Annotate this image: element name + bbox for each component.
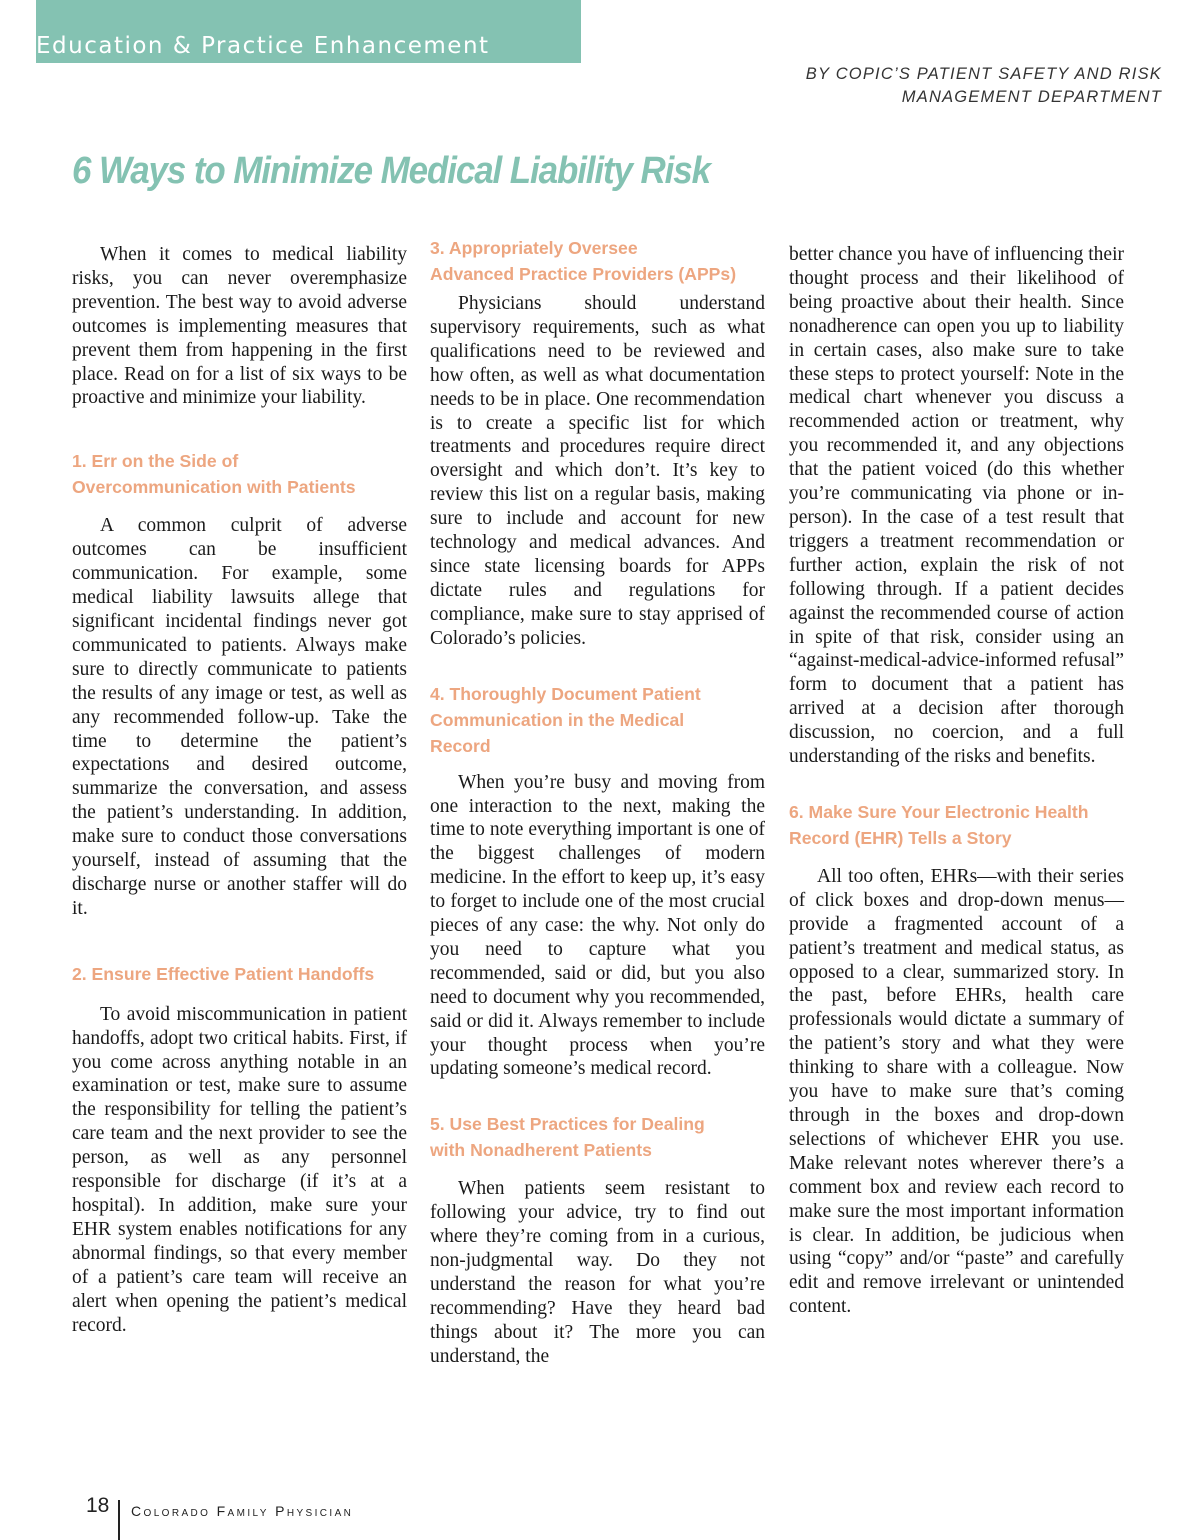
article-title: 6 Ways to Minimize Medical Liability Risk bbox=[72, 150, 710, 192]
section-6-heading bbox=[789, 799, 1124, 851]
byline bbox=[806, 63, 1162, 109]
byline-line-1: BY COPIC’S PATIENT SAFETY AND RISK bbox=[805, 65, 1162, 83]
section-1-paragraph: A common culprit of adverse outcomes can be insufficient communication. For example, some medical liability lawsuits allege that significant incidental findings never got communicated to patients. Always make sure to directly communicate to patients the results of any image or test, as well as any recommended follow-up. Take the time to determine the patient’s expectations and desired outcome, summarize the conversation, and assess the patient’s understanding. In addition, make sure to conduct those conversations yourself, instead of assuming that the discharge nurse or another staffer will do it. bbox=[72, 515, 407, 919]
page-number: 18 bbox=[86, 1494, 110, 1517]
intro-paragraph: When it comes to medical liability risks, you can never overemphasize prevention. The best way to avoid adverse outcomes is implementing measures that prevent them from happening in the first place. Read on for a list of six ways to be proactive and minimize your liability. bbox=[72, 244, 407, 409]
section-2-paragraph: To avoid miscommunication in patient handoffs, adopt two critical habits. First, if you come across anything notable in an examination or test, make sure to assume the responsibility for telling the patient’s care team and the next provider to see the person, as well as any personnel responsible for discharge (if it’s at a hospital). In addition, make sure your EHR system enables notifications for any abnormal findings, so that every member of a patient’s care team will receive an alert when opening the patient’s medical record. bbox=[72, 1003, 407, 1336]
section-4-heading-line-3: Record bbox=[430, 735, 491, 756]
section-3-heading-line-2: Advanced Practice Providers (APPs) bbox=[430, 264, 737, 284]
section-4-paragraph: When you’re busy and moving from one interaction to the next, making the time to note everything important is one of the biggest challenges of modern medicine. In the effort to keep up, it’s easy to forget to include one of the most crucial pieces of any case: the why. Not only do you need to capture what you recommended, said or did, but you also need to document why you recommended, said or did it. Always remember to include your thought process when you’re updating someone’s medical record. bbox=[430, 771, 765, 1080]
byline-line-2: MANAGEMENT DEPARTMENT bbox=[901, 88, 1162, 106]
section-4-heading-line-2: Communication in the Medical bbox=[430, 709, 685, 730]
section-2-heading: 2. Ensure Effective Patient Handoffs bbox=[72, 963, 375, 984]
section-5-heading-line-2: with Nonadherent Patients bbox=[430, 1140, 652, 1161]
section-3-paragraph: Physicians should understand supervisory requirements, such as what qualifications need to be reviewed and how often, as well as what documentation needs to be in place. One recommendation is to create a specific list for which treatments and procedures require direct oversight and which don’t. It’s key to review this list on a regular basis, making sure to include and account for new technology and medical advances. And since state licensing boards for APPs dictate rules and regulations for compliance, make sure to stay apprised of Colorado’s policies. bbox=[430, 293, 765, 649]
section-label: Education & Practice Enhancement bbox=[36, 33, 490, 59]
section-5-heading-line-1: 5. Use Best Practices for Dealing bbox=[430, 1114, 705, 1135]
section-banner bbox=[36, 0, 581, 63]
section-1-heading-line-2: Overcommunication with Patients bbox=[72, 477, 356, 498]
column-3 bbox=[789, 243, 1124, 1319]
section-6-heading-line-2: Record (EHR) Tells a Story bbox=[789, 827, 1012, 848]
section-3-heading bbox=[430, 235, 765, 287]
section-4-heading-line-1: 4. Thoroughly Document Patient bbox=[430, 683, 701, 704]
publication-name: Colorado Family Physician bbox=[131, 1503, 354, 1519]
section-5-paragraph-continued: better chance you have of influencing their thought process and their likelihood of being proactive about their health. Since nonadherence can open you up to liability in certain cases, also make sure to take these steps to protect yourself: Note in the medical chart whenever you discuss a recommended action or treatment, why you recommended it, and any objections that the patient voiced (do this whether you’re communicating via phone or in-person). In the case of a test result that triggers a treatment recommendation or further action, explain the risk of not following through. If a patient decides against the recommended course of action in spite of that risk, consider using an “against-medical-advice-informed refusal” form to document that a patient has arrived at a decision after thorough discussion, no coercion, and a full understanding of the risks and benefits. bbox=[789, 244, 1124, 768]
section-6-paragraph: All too often, EHRs—with their series of click boxes and drop-down menus—provide a fragmented account of a patient’s treatment and medical status, as opposed to a clear, summarized story. In the past, before EHRs, health care professionals would dictate a summary of the patient’s story and what they were thinking to share with a colleague. Now you have to make sure that’s coming through in the boxes and drop-down selections of whichever EHR you use. Make relevant notes wherever there’s a comment box and review each record to make sure the most important information is clear. In addition, be judicious when using “copy” and/or “paste” and carefully edit and remove irrelevant or unintended content. bbox=[789, 865, 1124, 1318]
section-1-heading bbox=[72, 448, 407, 500]
section-4-heading bbox=[430, 681, 765, 759]
section-1-heading-line-1: 1. Err on the Side of bbox=[72, 451, 239, 472]
column-2 bbox=[430, 235, 765, 1369]
section-6-heading-line-1: 6. Make Sure Your Electronic Health bbox=[789, 801, 1089, 822]
section-5-heading bbox=[430, 1111, 765, 1163]
section-3-heading-line-1: 3. Appropriately Oversee bbox=[430, 238, 638, 258]
column-1 bbox=[72, 243, 407, 1337]
section-5-paragraph: When patients seem resistant to following your advice, try to find out where they’re coming from in a curious, non-judgmental way. Do they not understand the reason for what you’re recommending? Have they heard bad things about it? The more you can understand, the bbox=[430, 1178, 765, 1367]
footer-divider bbox=[118, 1500, 120, 1540]
